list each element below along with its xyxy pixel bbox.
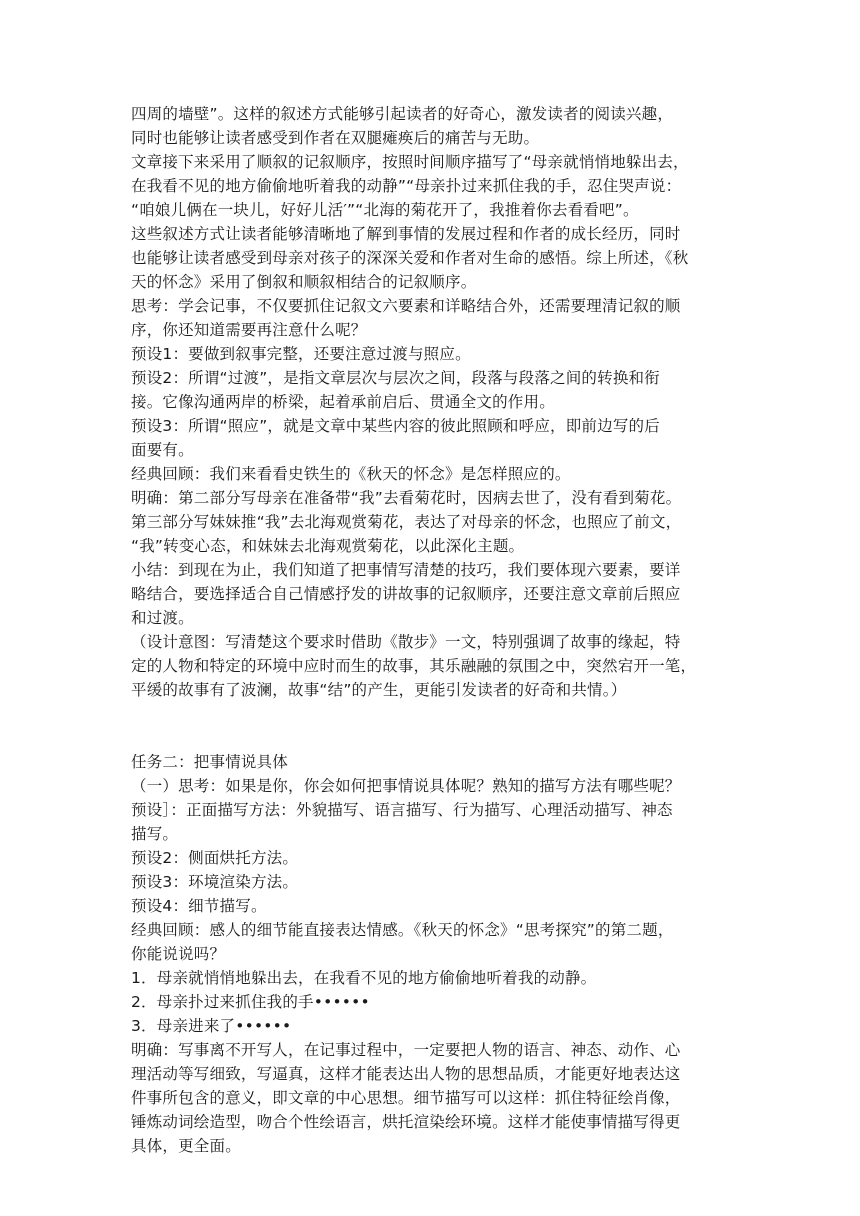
text-line: 你能说说吗？ — [131, 945, 226, 963]
list-item: 2．母亲扑过来抓住我的手•••••• — [131, 993, 370, 1011]
text-line: 也能够让读者感受到母亲对孩子的深深关爱和作者对生命的感悟。综上所述，《秋 — [131, 249, 689, 267]
text-line: 同时也能够让读者感受到作者在双腿瘫痪后的痛苦与无助。 — [131, 129, 540, 147]
text-line: （设计意图：写清楚这个要求时借助《散步》一文，特别强调了故事的缘起，特 — [131, 633, 681, 651]
text-line: 这些叙述方式让读者能够清晰地了解到事情的发展过程和作者的成长经历，同时 — [131, 225, 681, 243]
text-line: 理活动等写细致，写逼真，这样才能表达出人物的思想品质，才能更好地表达这 — [131, 1065, 681, 1083]
text-line: 序，你还知道需要再注意什么呢？ — [131, 321, 367, 339]
text-line: 和过渡。 — [131, 609, 194, 627]
text-line: 预设1：要做到叙事完整，还要注意过渡与照应。 — [131, 345, 471, 363]
text-line: 预设3：环境渲染方法。 — [131, 873, 299, 891]
list-item: 3．母亲进来了•••••• — [131, 1017, 292, 1035]
text-line: （一）思考：如果是你，你会如何把事情说具体呢？熟知的描写方法有哪些呢？ — [131, 777, 681, 795]
text-line: 锤炼动词绘造型，吻合个性绘语言，烘托渲染绘环境。这样才能使事情描写得更 — [131, 1113, 681, 1131]
text-line: 经典回顾：我们来看看史铁生的《秋天的怀念》是怎样照应的。 — [131, 465, 571, 483]
text-line: 具体，更全面。 — [131, 1137, 241, 1155]
text-line: 思考：学会记事，不仅要抓住记叙文六要素和详略结合外，还需要理清记叙的顺 — [131, 297, 681, 315]
text-line: 定的人物和特定的环境中应时而生的故事，其乐融融的氛围之中，突然宕开一笔， — [131, 657, 697, 675]
text-line: 天的怀念》采用了倒叙和顺叙相结合的记叙顺序。 — [131, 273, 477, 291]
text-line: 预设2：所谓“过渡”，是指文章层次与层次之间，段落与段落之间的转换和衔 — [131, 369, 660, 387]
section-heading: 任务二：把事情说具体 — [131, 753, 289, 771]
text-line: 文章接下来采用了顺叙的记叙顺序，按照时间顺序描写了“母亲就悄悄地躲出去， — [131, 153, 689, 171]
text-line: 四周的墙壁”。这样的叙述方式能够引起读者的好奇心，激发读者的阅读兴趣， — [131, 105, 674, 123]
text-line: 小结：到现在为止，我们知道了把事情写清楚的技巧，我们要体现六要素，要详 — [131, 561, 681, 579]
text-line: 件事所包含的意义，即文章的中心思想。细节描写可以这样：抓住特征绘肖像， — [131, 1089, 681, 1107]
text-line: “我”转变心态，和妹妹去北海观赏菊花，以此深化主题。 — [131, 537, 525, 555]
text-line: 在我看不见的地方偷偷地听着我的动静”“母亲扑过来抓住我的手，忍住哭声说： — [131, 177, 682, 195]
text-line: 平缓的故事有了波澜，故事“结”的产生，更能引发读者的好奇和共情。） — [131, 681, 627, 699]
text-line: 明确：第二部分写母亲在准备带“我”去看菊花时，因病去世了，没有看到菊花。 — [131, 489, 682, 507]
text-line: 第三部分写妹妹推“我”去北海观赏菊花，表达了对母亲的怀念，也照应了前文， — [131, 513, 682, 531]
list-item: 1．母亲就悄悄地躲出去，在我看不见的地方偷偷地听着我的动静。 — [131, 969, 597, 987]
text-line: 预设］：正面描写方法：外貌描写、语言描写、行为描写、心理活动描写、神态 — [131, 801, 673, 819]
text-line: “咱娘儿俩在一块儿，好好儿活′”“北海的菊花开了，我推着你去看看吧”。 — [131, 201, 639, 219]
text-line: 描写。 — [131, 825, 179, 843]
text-line: 预设4：细节描写。 — [131, 897, 267, 915]
text-line: 面要有。 — [131, 441, 194, 459]
text-line: 预设2：侧面烘托方法。 — [131, 849, 299, 867]
text-line: 接。它像沟通两岸的桥梁，起着承前启后、贯通全文的作用。 — [131, 393, 555, 411]
text-line: 略结合，要选择适合自己情感抒发的讲故事的记叙顺序，还要注意文章前后照应 — [131, 585, 681, 603]
text-line: 明确：写事离不开写人，在记事过程中，一定要把人物的语言、神态、动作、心 — [131, 1041, 681, 1059]
text-line: 经典回顾：感人的细节能直接表达情感。《秋天的怀念》“思考探究”的第二题， — [131, 921, 674, 939]
text-line: 预设3：所谓“照应”，就是文章中某些内容的彼此照顾和呼应，即前边写的后 — [131, 417, 660, 435]
